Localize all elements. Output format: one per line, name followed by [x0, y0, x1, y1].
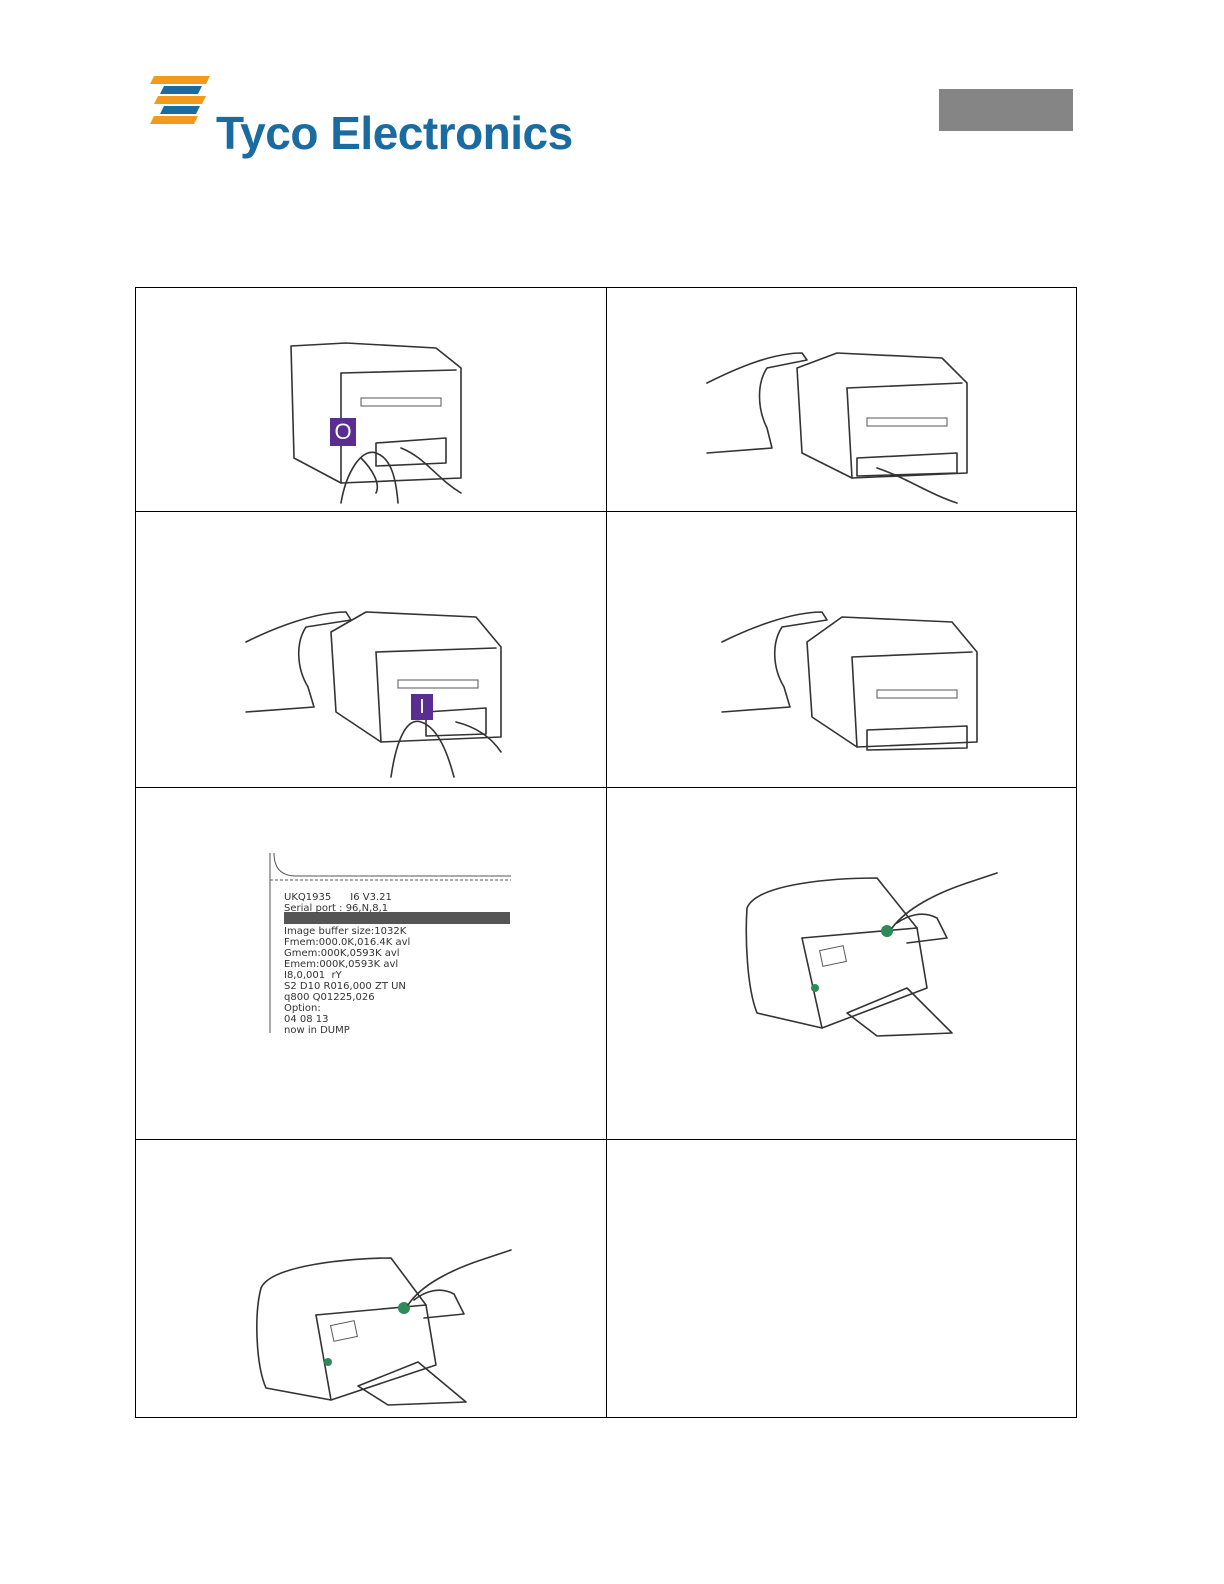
brand-name: Tyco Electronics [216, 107, 573, 159]
dump-line: Serial port : 96,N,8,1 [284, 903, 389, 914]
step-cell-2 [607, 288, 1077, 511]
dump-line: Fmem:000.0K,016.4K avl [284, 937, 411, 948]
printer-power-off-illustration [136, 288, 606, 511]
header-tab [939, 89, 1073, 131]
step-cell-4 [607, 512, 1077, 787]
dump-line: q800 Q01225,026 [284, 992, 375, 1003]
step-cell-7 [136, 1140, 606, 1418]
step-cell-3 [136, 512, 606, 787]
dump-line: Gmem:000K,0593K avl [284, 948, 400, 959]
dump-line: Image buffer size:1032K [284, 926, 407, 937]
status-led-icon [811, 984, 819, 992]
dump-line: now in DUMP [284, 1025, 350, 1036]
printer-feed-button-repeat-illustration [136, 1140, 606, 1418]
step-cell-8 [607, 1140, 1077, 1418]
tyco-logo-mark-icon [150, 72, 220, 132]
status-led-icon [324, 1358, 332, 1366]
dump-line: 04 08 13 [284, 1014, 329, 1025]
dump-printout-text [284, 892, 410, 1036]
step-cell-1 [136, 288, 606, 511]
printer-wait-illustration [607, 288, 1077, 511]
printer-feed-button-illustration [607, 788, 1077, 1139]
feed-button-icon [881, 925, 893, 937]
printer-power-on-illustration [136, 512, 606, 787]
step-cell-5 [136, 788, 606, 1139]
dump-line: UKQ1935 I6 V3.21 [284, 892, 392, 903]
dump-line: I8,0,001 rY [284, 970, 342, 981]
dump-line: Option: [284, 1003, 321, 1014]
printer-hold-illustration [607, 512, 1077, 787]
step-cell-6 [607, 788, 1077, 1139]
dump-line: S2 D10 R016,000 ZT UN [284, 981, 406, 992]
instruction-table [135, 287, 1077, 1418]
dump-line: Emem:000K,0593K avl [284, 959, 399, 970]
power-switch-on-label: I [411, 694, 433, 720]
power-switch-off-label: O [330, 418, 356, 446]
